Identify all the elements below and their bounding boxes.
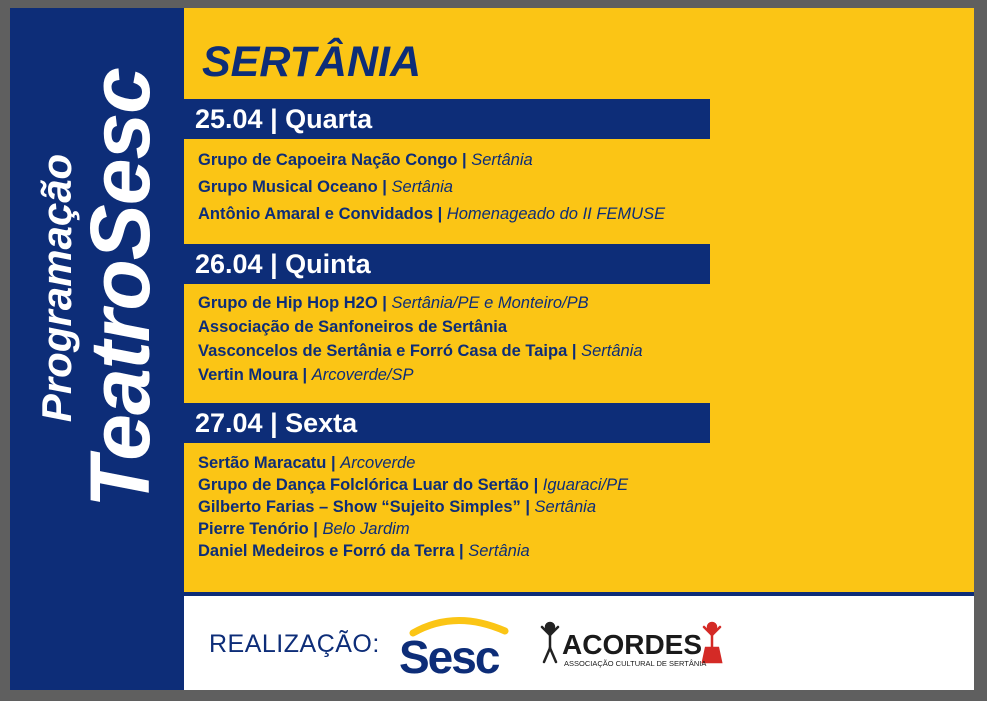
day-events (198, 454, 628, 564)
day-header: 27.04 | Sexta (184, 403, 710, 443)
programacao-label: Programação (33, 153, 80, 423)
city-title: SERTÂNIA (202, 38, 422, 86)
event-item: Pierre Tenório | Belo Jardim (198, 520, 410, 538)
poster-frame (10, 8, 974, 690)
day-header: 26.04 | Quinta (184, 244, 710, 284)
event-item: Antônio Amaral e Convidados | Homenageado do II FEMUSE (198, 205, 666, 223)
event-item: Associação de Sanfoneiros de Sertânia (198, 318, 508, 336)
event-item: Grupo Musical Oceano | Sertânia (198, 178, 453, 196)
dancer-left-icon (542, 623, 558, 662)
dancer-right-icon (703, 623, 721, 662)
acordes-logo-text: ACORDES (562, 629, 703, 660)
acordes-subtitle: ASSOCIAÇÃO CULTURAL DE SERTÂNIA (564, 659, 707, 668)
day-events (198, 294, 643, 390)
teatrosesc-label: TeatroSesc (73, 68, 167, 508)
acordes-logo (540, 620, 725, 668)
day-header: 25.04 | Quarta (184, 99, 710, 139)
sidebar (10, 8, 184, 690)
sesc-logo-text: Sesc (399, 631, 499, 677)
vertical-title (33, 68, 167, 508)
sesc-logo (395, 611, 515, 677)
event-item: Grupo de Capoeira Nação Congo | Sertânia (198, 151, 533, 169)
event-item: Vertin Moura | Arcoverde/SP (198, 366, 414, 384)
event-item: Vasconcelos de Sertânia e Forró Casa de Taipa | Sertânia (198, 342, 643, 360)
event-item: Grupo de Dança Folclórica Luar do Sertão | Iguaraci/PE (198, 476, 629, 494)
event-item: Grupo de Hip Hop H2O | Sertânia/PE e Monteiro/PB (198, 294, 589, 312)
realizacao-label: REALIZAÇÃO: (209, 630, 380, 658)
day-events (198, 151, 665, 232)
footer-divider (184, 592, 974, 596)
event-item: Sertão Maracatu | Arcoverde (198, 454, 416, 472)
program-panel (184, 8, 974, 592)
event-item: Gilberto Farias – Show “Sujeito Simples” | Sertânia (198, 498, 597, 516)
event-item: Daniel Medeiros e Forró da Terra | Sertânia (198, 542, 530, 560)
